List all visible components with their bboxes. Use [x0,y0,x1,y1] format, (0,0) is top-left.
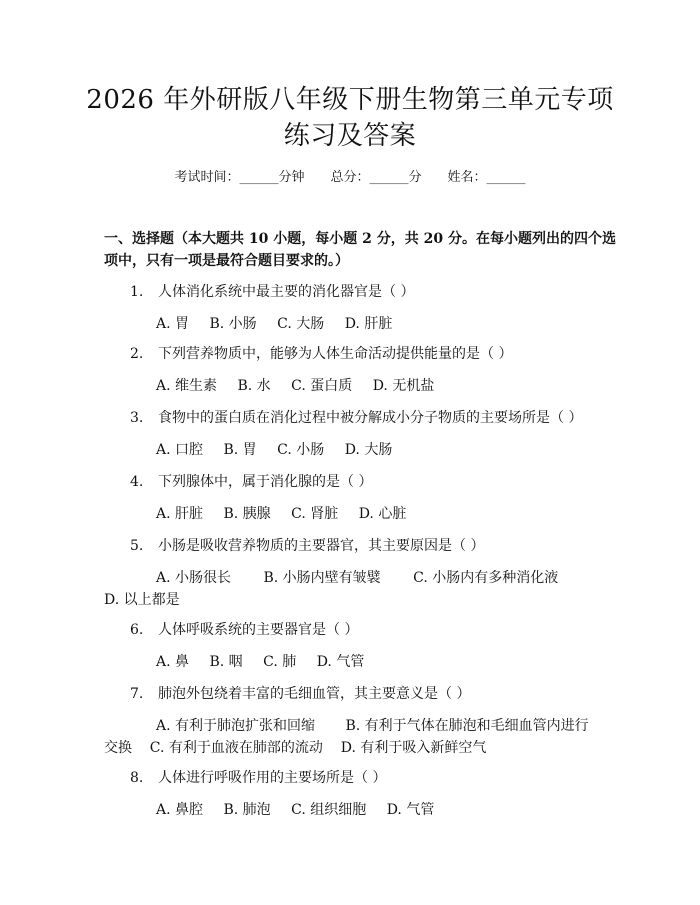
option: C. 组织细胞 [291,802,367,818]
exam-name: 姓名：______ [447,170,526,185]
option: C. 蛋白质 [291,378,353,394]
question-3 [130,408,582,428]
question-5-options [156,568,574,588]
option: C. 大肠 [277,316,325,332]
question-2-options [156,376,450,396]
question-text: 下列腺体中，属于消化腺的是（ ） [158,474,373,490]
option: C. 小肠 [277,442,325,458]
exam-meta [0,168,700,188]
option: A. 维生素 [156,378,218,394]
exam-time: 考试时间：______分钟 [174,170,305,185]
question-text: 小肠是吸收营养物质的主要器官，其主要原因是（ ） [158,538,485,554]
question-number: 7. [130,686,144,702]
option: B. 小肠 [209,316,257,332]
option: A. 鼻 [156,654,190,670]
option: A. 肝脏 [156,506,204,522]
section-heading: 一、选择题（本大题共 10 小题，每小题 2 分，共 20 分。在每小题列出的四个选项中，只有一项是最符合题目要求的。） [104,231,616,269]
question-8 [130,768,386,788]
question-number: 6. [130,622,144,638]
question-text: 人体进行呼吸作用的主要场所是（ ） [158,770,387,786]
option: B. 小肠内壁有皱襞 [263,570,381,586]
question-6-options [156,652,380,672]
question-1-options [156,314,408,334]
option: A. 小肠很长 [156,570,232,586]
question-text: 人体呼吸系统的主要器官是（ ） [158,622,359,638]
option: C. 小肠内有多种消化液 [413,570,559,586]
option: B. 肺泡 [223,802,271,818]
question-number: 3. [130,410,144,426]
document-title-line-1: 2026 年外研版八年级下册生物第三单元专项 [86,85,614,115]
question-6 [130,620,358,640]
option: C. 肾脏 [291,506,339,522]
option: D. 气管 [386,802,435,818]
question-5-options-continued: D. 以上都是 [104,592,180,608]
option: A. 鼻腔 [156,802,204,818]
question-5 [130,536,484,556]
question-7-options-continued: 交换 C. 有利于血液在肺部的流动 D. 有利于吸入新鲜空气 [104,740,487,756]
question-1 [130,282,414,302]
question-4 [130,472,372,492]
option: A. 口腔 [156,442,204,458]
option: D. 大肠 [344,442,393,458]
option: B. 水 [237,378,271,394]
question-4-options [156,504,422,524]
option: A. 胃 [156,316,190,332]
question-text: 人体消化系统中最主要的消化器官是（ ） [158,284,415,300]
option: B. 有利于气体在肺泡和毛细血管内进行 [345,718,589,734]
question-7 [130,684,470,704]
option: D. 心脏 [358,506,407,522]
option: B. 胃 [223,442,257,458]
question-number: 4. [130,474,144,490]
question-number: 8. [130,770,144,786]
question-text: 食物中的蛋白质在消化过程中被分解成小分子物质的主要场所是（ ） [158,410,583,426]
option: A. 有利于肺泡扩张和回缩 [156,718,316,734]
document-title-line-2: 练习及答案 [283,121,417,151]
question-number: 5. [130,538,144,554]
question-3-options [156,440,408,460]
question-2 [130,344,512,364]
question-7-options [156,716,605,736]
question-number: 2. [130,346,144,362]
question-text: 肺泡外包绕着丰富的毛细血管，其主要意义是（ ） [158,686,471,702]
option: D. 肝脏 [344,316,393,332]
question-text: 下列营养物质中，能够为人体生命活动提供能量的是（ ） [158,346,513,362]
question-number: 1. [130,284,144,300]
option: B. 咽 [209,654,243,670]
option: D. 气管 [316,654,365,670]
exam-total-score: 总分：______分 [330,170,422,185]
option: C. 肺 [263,654,297,670]
option: D. 无机盐 [372,378,435,394]
option: B. 胰腺 [223,506,271,522]
question-8-options [156,800,450,820]
